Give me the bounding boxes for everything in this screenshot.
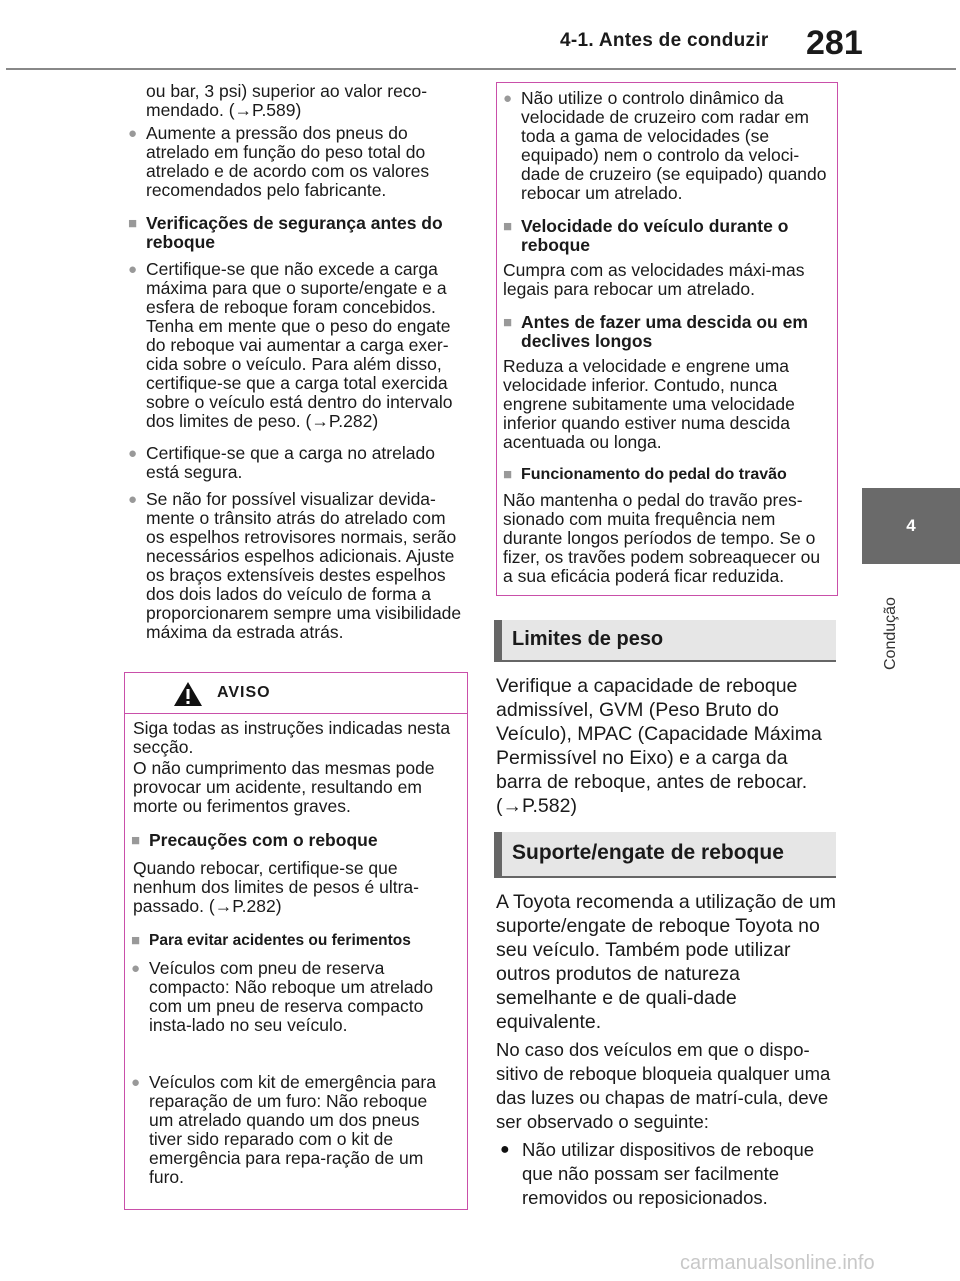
subheading: ■ Verificações de segurança antes do reboque [146,214,464,252]
bullet-item: ● Não utilize o controlo dinâmico da velocidade de cruzeiro com radar em toda a gama de velocidades (se equipado) nem o controlo da veloci-dade de cruzeiro (se equipado) quando rebocar um atrelado. [521,89,827,203]
chapter-tab[interactable]: 4 [862,488,960,564]
bullet-item: ● Veículos com pneu de reserva compacto: Não reboque um atrelado com um pneu de reserva compacto insta-lado no seu veículo. [149,959,453,1035]
chapter-label [878,578,908,678]
subheading: ■ Precauções com o reboque [149,831,459,850]
section-heading: Limites de peso [494,620,836,662]
watermark: carmanualsonline.info [680,1252,875,1274]
subheading: ■ Antes de fazer uma descida ou em declives longos [521,313,827,351]
bullet-item: ● Certifique-se que não excede a carga máxima para que o suporte/engate e a esfera de reboque foram concebidos. Tenha em mente que o peso do engate do reboque vai aumentar a carga exer-cida sobre o veículo. Para além disso, certifique-se que a carga total exercida sobre o veículo está dentro do intervalo dos limites de peso. (→P.282) [146,260,464,431]
paragraph: ou bar, 3 psi) superior ao valor reco-mendado. (→P.589) [146,81,428,120]
subheading: ■ Velocidade do veículo durante o reboque [521,217,827,255]
paragraph: No caso dos veículos em que o dispo-sitivo de reboque bloqueia qualquer uma das luzes ou chapas de matrí-cula, deve ser observado o seguinte: [496,1039,831,1132]
paragraph: Cumpra com as velocidades máxi-mas legais para rebocar um atrelado. [503,260,805,299]
bullet-item [500,1138,836,1210]
paragraph: A Toyota recomenda a utilização de um suporte/engate de reboque Toyota no seu veículo. Também pode utilizar outros produtos de natureza semelhante e de quali-dade equivalente. [496,891,837,1033]
chapter-title: 4-1. Antes de conduzir [560,30,769,51]
bullet-item: ● Veículos com kit de emergência para reparação de um furo: Não reboque um atrelado quando um dos pneus tiver sido reparado com o kit de emergência para repa-ração de um furo. [149,1073,453,1187]
warning-icon [173,681,203,707]
warning-title: AVISO [217,684,271,701]
paragraph: Não mantenha o pedal do travão pres-sionado com muita frequência nem durante longos períodos de tempo. Se o fizer, os travões podem sobreaquecer ou a sua eficácia poderá ficar reduzida. [503,490,821,586]
bullet-dot-icon: ● [500,1141,510,1158]
paragraph: O não cumprimento das mesmas pode provocar um acidente, resultando em morte ou ferimentos graves. [133,758,435,816]
paragraph: Verifique a capacidade de reboque admissível, GVM (Peso Bruto do Veículo), MPAC (Capacidade Máxima Permissível no Eixo) e a carga da barra de reboque, antes de rebocar. (→P.582) [496,675,822,817]
page-number: 281 [806,24,863,62]
chapter-label-text: Condução [882,597,899,670]
bullet-item: ● Certifique-se que a carga no atrelado está segura. [146,444,464,482]
paragraph: Siga todas as instruções indicadas nesta secção. [133,718,451,757]
paragraph: Quando rebocar, certifique-se que nenhum dos limites de pesos é ultra-passado. (→P.282) [133,858,419,916]
paragraph: Reduza a velocidade e engrene uma velocidade inferior. Contudo, nunca engrene subitamente uma velocidade inferior quando estiver numa descida acentuada ou longa. [503,356,795,452]
bullet-text: Não utilizar dispositivos de reboque que não possam ser facilmente removidos ou reposicionados. [522,1139,815,1208]
bullet-item: ● Se não for possível visualizar devida-mente o trânsito atrás do atrelado com os espelhos retrovisores normais, serão necessários espelhos adicionais. Ajuste os braços extensíveis destes espelhos dos dois lados do veículo de forma a proporcionarem sempre uma visibilidade máxima da estrada atrás. [146,490,464,642]
subheading: ■ Funcionamento do pedal do travão [521,465,827,484]
subheading: ■ Para evitar acidentes ou ferimentos [149,931,467,950]
section-heading: Suporte/engate de reboque [494,832,836,878]
bullet-item: ● Aumente a pressão dos pneus do atrelado em função do peso total do atrelado e de acordo com os valores recomendados pelo fabricante. [146,124,464,200]
header-divider [6,68,956,70]
warning-header [125,673,467,714]
caution-box [496,82,838,596]
warning-box [124,672,468,1210]
